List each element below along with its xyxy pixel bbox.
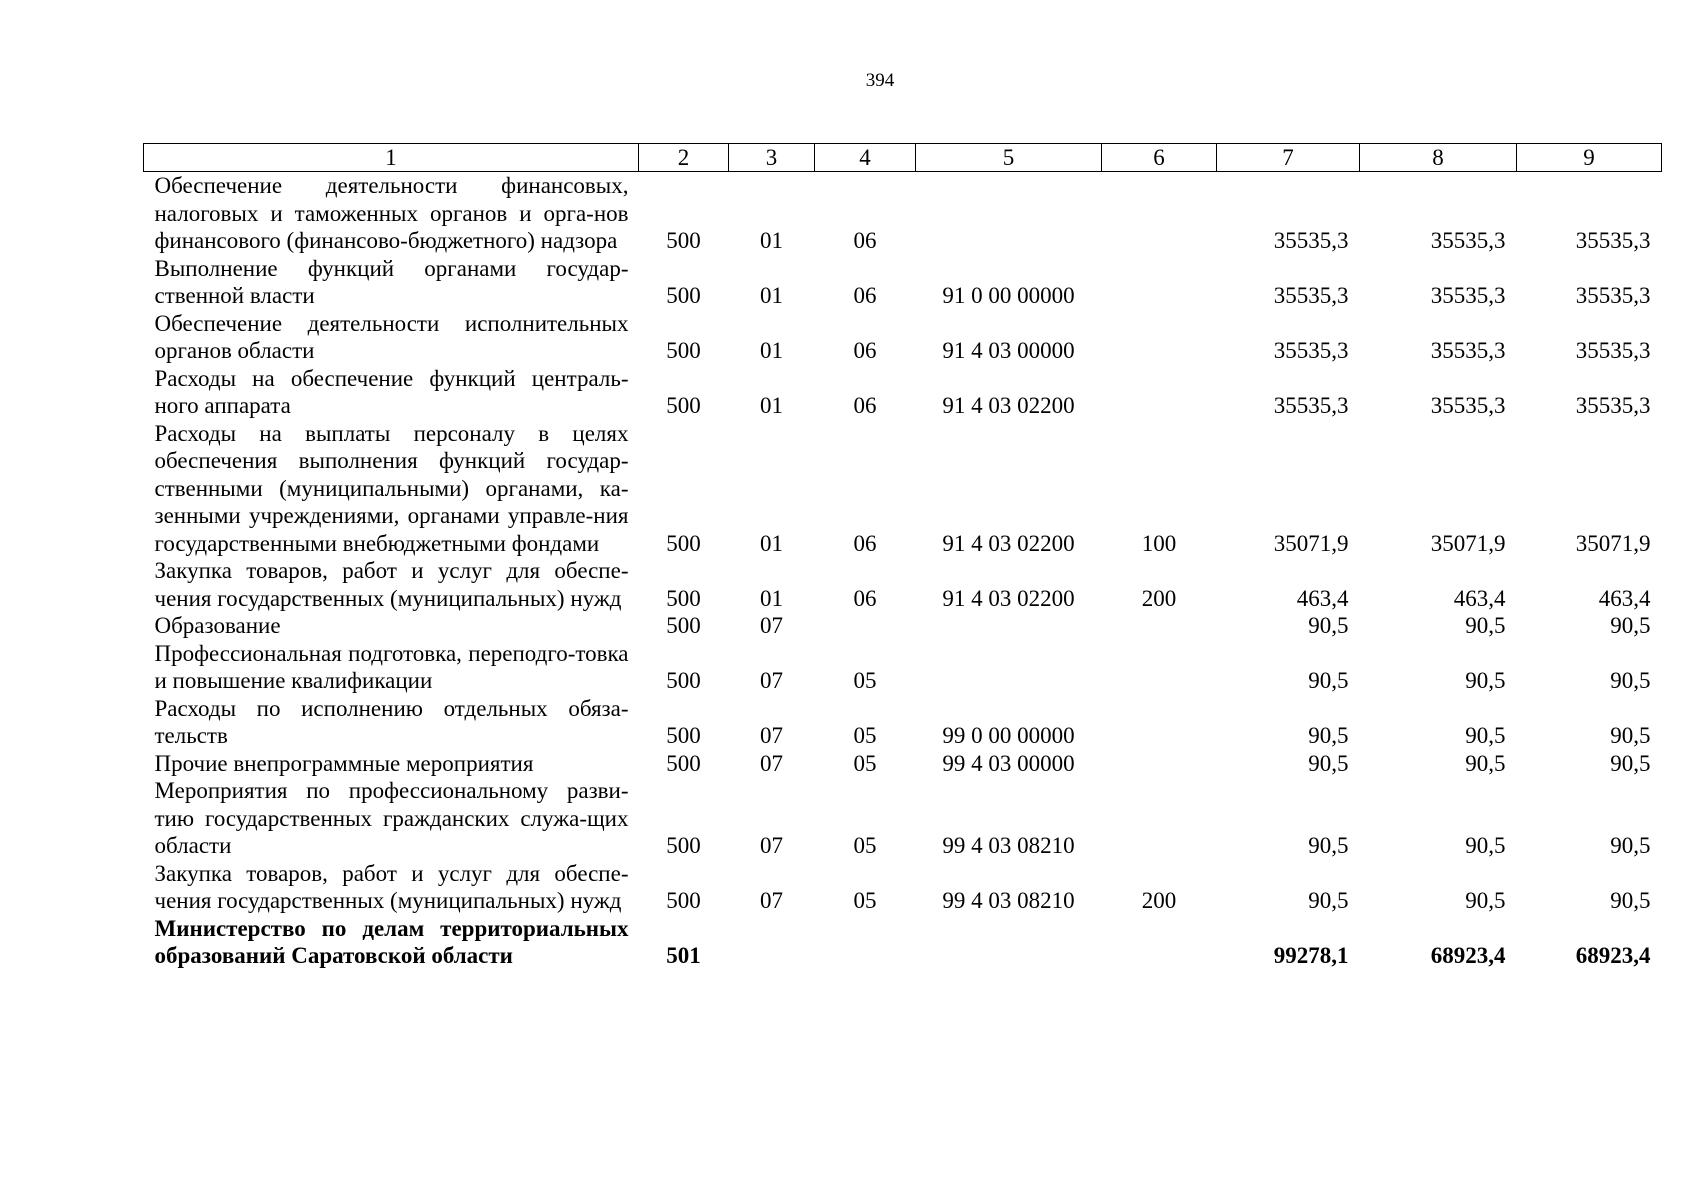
table-row (144, 310, 1662, 365)
row-expense-type: 200 (1141, 888, 1177, 913)
row-subsection: 06 (853, 530, 877, 556)
table-body (144, 172, 1662, 970)
table-row (144, 860, 1662, 915)
column-header-1: 1 (144, 144, 639, 172)
row-name: Обеспечение деятельности исполнительных органов области (154, 310, 629, 363)
column-header-5: 5 (916, 144, 1102, 172)
table-row (144, 640, 1662, 695)
row-target-article: 99 4 03 00000 (942, 750, 1075, 776)
row-name: Мероприятия по профессиональному разви-тию государственных гражданских служа-щих области (154, 778, 629, 858)
table-row (144, 365, 1662, 420)
row-admin-code: 500 (666, 283, 701, 308)
budget-table (143, 143, 1662, 970)
row-name: Расходы на обеспечение функций централь-ного аппарата (154, 365, 629, 418)
row-amount-col7: 90,5 (1308, 888, 1349, 913)
row-section: 07 (760, 613, 783, 638)
row-amount-col8: 90,5 (1465, 723, 1506, 748)
header-row (144, 144, 1662, 172)
row-subsection (815, 915, 916, 970)
row-target-article: 91 4 03 02200 (942, 585, 1075, 611)
row-amount-col7: 99278,1 (1273, 943, 1349, 968)
row-target-article: 99 0 00 00000 (942, 723, 1075, 748)
row-target-article: 91 4 03 00000 (942, 338, 1075, 363)
row-expense-type (1102, 915, 1217, 970)
table-row (144, 612, 1662, 640)
table-row (144, 915, 1662, 970)
row-amount-col7: 35535,3 (1273, 283, 1349, 308)
row-subsection: 06 (853, 338, 877, 363)
row-name: Обеспечение деятельности финансовых, налоговых и таможенных органов и орга-нов финансового (финансово-бюджетного) надзора (154, 173, 629, 253)
row-target-article: 91 4 03 02200 (942, 393, 1075, 418)
row-expense-type (1102, 255, 1217, 310)
row-amount-col9: 90,5 (1610, 613, 1651, 638)
row-amount-col8: 90,5 (1465, 668, 1506, 693)
row-admin-code: 500 (666, 888, 701, 913)
row-section (729, 915, 815, 970)
row-admin-code: 500 (666, 668, 701, 693)
row-expense-type: 200 (1141, 585, 1177, 611)
row-subsection: 06 (853, 585, 877, 611)
row-subsection: 05 (853, 668, 877, 693)
row-name: Образование (154, 613, 281, 638)
row-target-article: 99 4 03 08210 (942, 888, 1075, 913)
row-amount-col8: 35535,3 (1430, 228, 1506, 253)
row-section: 01 (760, 283, 783, 308)
column-header-3: 3 (729, 144, 815, 172)
row-admin-code: 500 (666, 723, 701, 748)
row-amount-col9: 90,5 (1610, 833, 1651, 858)
column-header-2: 2 (639, 144, 729, 172)
row-section: 01 (760, 228, 783, 253)
row-subsection: 06 (853, 393, 877, 418)
row-expense-type (1102, 172, 1217, 255)
row-amount-col9: 90,5 (1610, 723, 1651, 748)
row-amount-col7: 35535,3 (1273, 228, 1349, 253)
table-row (144, 255, 1662, 310)
row-amount-col7: 35535,3 (1273, 338, 1349, 363)
row-amount-col9: 35535,3 (1575, 283, 1651, 308)
row-amount-col8: 463,4 (1453, 585, 1506, 611)
row-expense-type (1102, 612, 1217, 640)
row-section: 01 (760, 585, 783, 611)
row-expense-type (1102, 310, 1217, 365)
row-subsection: 05 (853, 833, 877, 858)
row-admin-code: 501 (666, 943, 701, 968)
table-row (144, 777, 1662, 860)
row-admin-code: 500 (666, 833, 701, 858)
row-section: 01 (760, 530, 783, 556)
row-expense-type (1102, 777, 1217, 860)
row-subsection: 05 (853, 750, 877, 776)
row-admin-code: 500 (666, 530, 701, 556)
row-name: Министерство по делам территориальных образований Саратовской области (154, 915, 629, 968)
row-amount-col8: 35535,3 (1430, 338, 1506, 363)
row-target-article: 99 4 03 08210 (942, 833, 1075, 858)
row-subsection: 06 (853, 228, 877, 253)
row-subsection (815, 612, 916, 640)
table-row (144, 557, 1662, 612)
row-amount-col7: 90,5 (1308, 750, 1349, 776)
row-expense-type: 100 (1141, 530, 1177, 556)
row-amount-col7: 463,4 (1296, 585, 1349, 611)
row-admin-code: 500 (666, 585, 701, 611)
row-amount-col8: 90,5 (1465, 750, 1506, 776)
row-name: Закупка товаров, работ и услуг для обеспе-чения государственных (муниципальных) нужд (154, 558, 629, 611)
row-name: Профессиональная подготовка, переподго-товка и повышение квалификации (154, 640, 629, 693)
row-target-article: 91 4 03 02200 (942, 530, 1075, 556)
row-expense-type (1102, 695, 1217, 750)
table-row (144, 172, 1662, 255)
row-amount-col9: 90,5 (1610, 750, 1651, 776)
row-section: 01 (760, 338, 783, 363)
row-amount-col7: 35535,3 (1273, 393, 1349, 418)
row-section: 07 (760, 750, 783, 776)
row-amount-col9: 463,4 (1598, 585, 1651, 611)
row-amount-col9: 90,5 (1610, 668, 1651, 693)
table-header (144, 144, 1662, 172)
row-amount-col8: 90,5 (1465, 888, 1506, 913)
row-amount-col7: 90,5 (1308, 723, 1349, 748)
row-amount-col9: 68923,4 (1575, 943, 1651, 968)
row-name: Выполнение функций органами государ-ственной власти (154, 255, 629, 308)
row-amount-col7: 90,5 (1308, 613, 1349, 638)
column-header-4: 4 (815, 144, 916, 172)
row-section: 07 (760, 833, 783, 858)
row-name: Расходы на выплаты персоналу в целях обеспечения выполнения функций государ-ственными (муниципальными) органами, ка-зенными учреждениями, органами управле-ния государственными внебюджетными фондами (154, 420, 629, 556)
table-row (144, 695, 1662, 750)
page-number: 394 (865, 70, 895, 91)
row-admin-code: 500 (666, 613, 701, 638)
row-expense-type (1102, 640, 1217, 695)
row-amount-col7: 90,5 (1308, 668, 1349, 693)
row-amount-col9: 35535,3 (1575, 338, 1651, 363)
row-amount-col7: 90,5 (1308, 833, 1349, 858)
row-amount-col9: 35071,9 (1575, 530, 1651, 556)
row-amount-col7: 35071,9 (1273, 530, 1349, 556)
row-admin-code: 500 (666, 393, 701, 418)
row-amount-col8: 68923,4 (1430, 943, 1506, 968)
row-name: Закупка товаров, работ и услуг для обеспе-чения государственных (муниципальных) нужд (154, 860, 629, 913)
row-admin-code: 500 (666, 750, 701, 776)
column-header-6: 6 (1102, 144, 1217, 172)
row-section: 07 (760, 668, 783, 693)
row-expense-type (1102, 365, 1217, 420)
column-header-7: 7 (1217, 144, 1360, 172)
row-amount-col8: 35071,9 (1430, 530, 1506, 556)
row-amount-col8: 90,5 (1465, 833, 1506, 858)
row-section: 07 (760, 888, 783, 913)
column-header-8: 8 (1360, 144, 1517, 172)
row-subsection: 05 (853, 723, 877, 748)
row-target-article (916, 915, 1102, 970)
row-amount-col9: 35535,3 (1575, 228, 1651, 253)
row-subsection: 06 (853, 283, 877, 308)
row-name: Прочие внепрограммные мероприятия (154, 750, 534, 776)
row-target-article: 91 0 00 00000 (942, 283, 1075, 308)
row-admin-code: 500 (666, 338, 701, 363)
column-header-9: 9 (1517, 144, 1662, 172)
table-row (144, 420, 1662, 558)
row-amount-col8: 35535,3 (1430, 393, 1506, 418)
row-section: 01 (760, 393, 783, 418)
row-target-article (916, 640, 1102, 695)
row-subsection: 05 (853, 888, 877, 913)
row-admin-code: 500 (666, 228, 701, 253)
row-target-article (916, 612, 1102, 640)
row-amount-col9: 35535,3 (1575, 393, 1651, 418)
row-amount-col8: 90,5 (1465, 613, 1506, 638)
row-amount-col8: 35535,3 (1430, 283, 1506, 308)
table-row (144, 750, 1662, 778)
row-name: Расходы по исполнению отдельных обяза-тельств (154, 695, 629, 748)
row-amount-col9: 90,5 (1610, 888, 1651, 913)
row-section: 07 (760, 723, 783, 748)
row-expense-type (1102, 750, 1217, 778)
row-target-article (916, 172, 1102, 255)
